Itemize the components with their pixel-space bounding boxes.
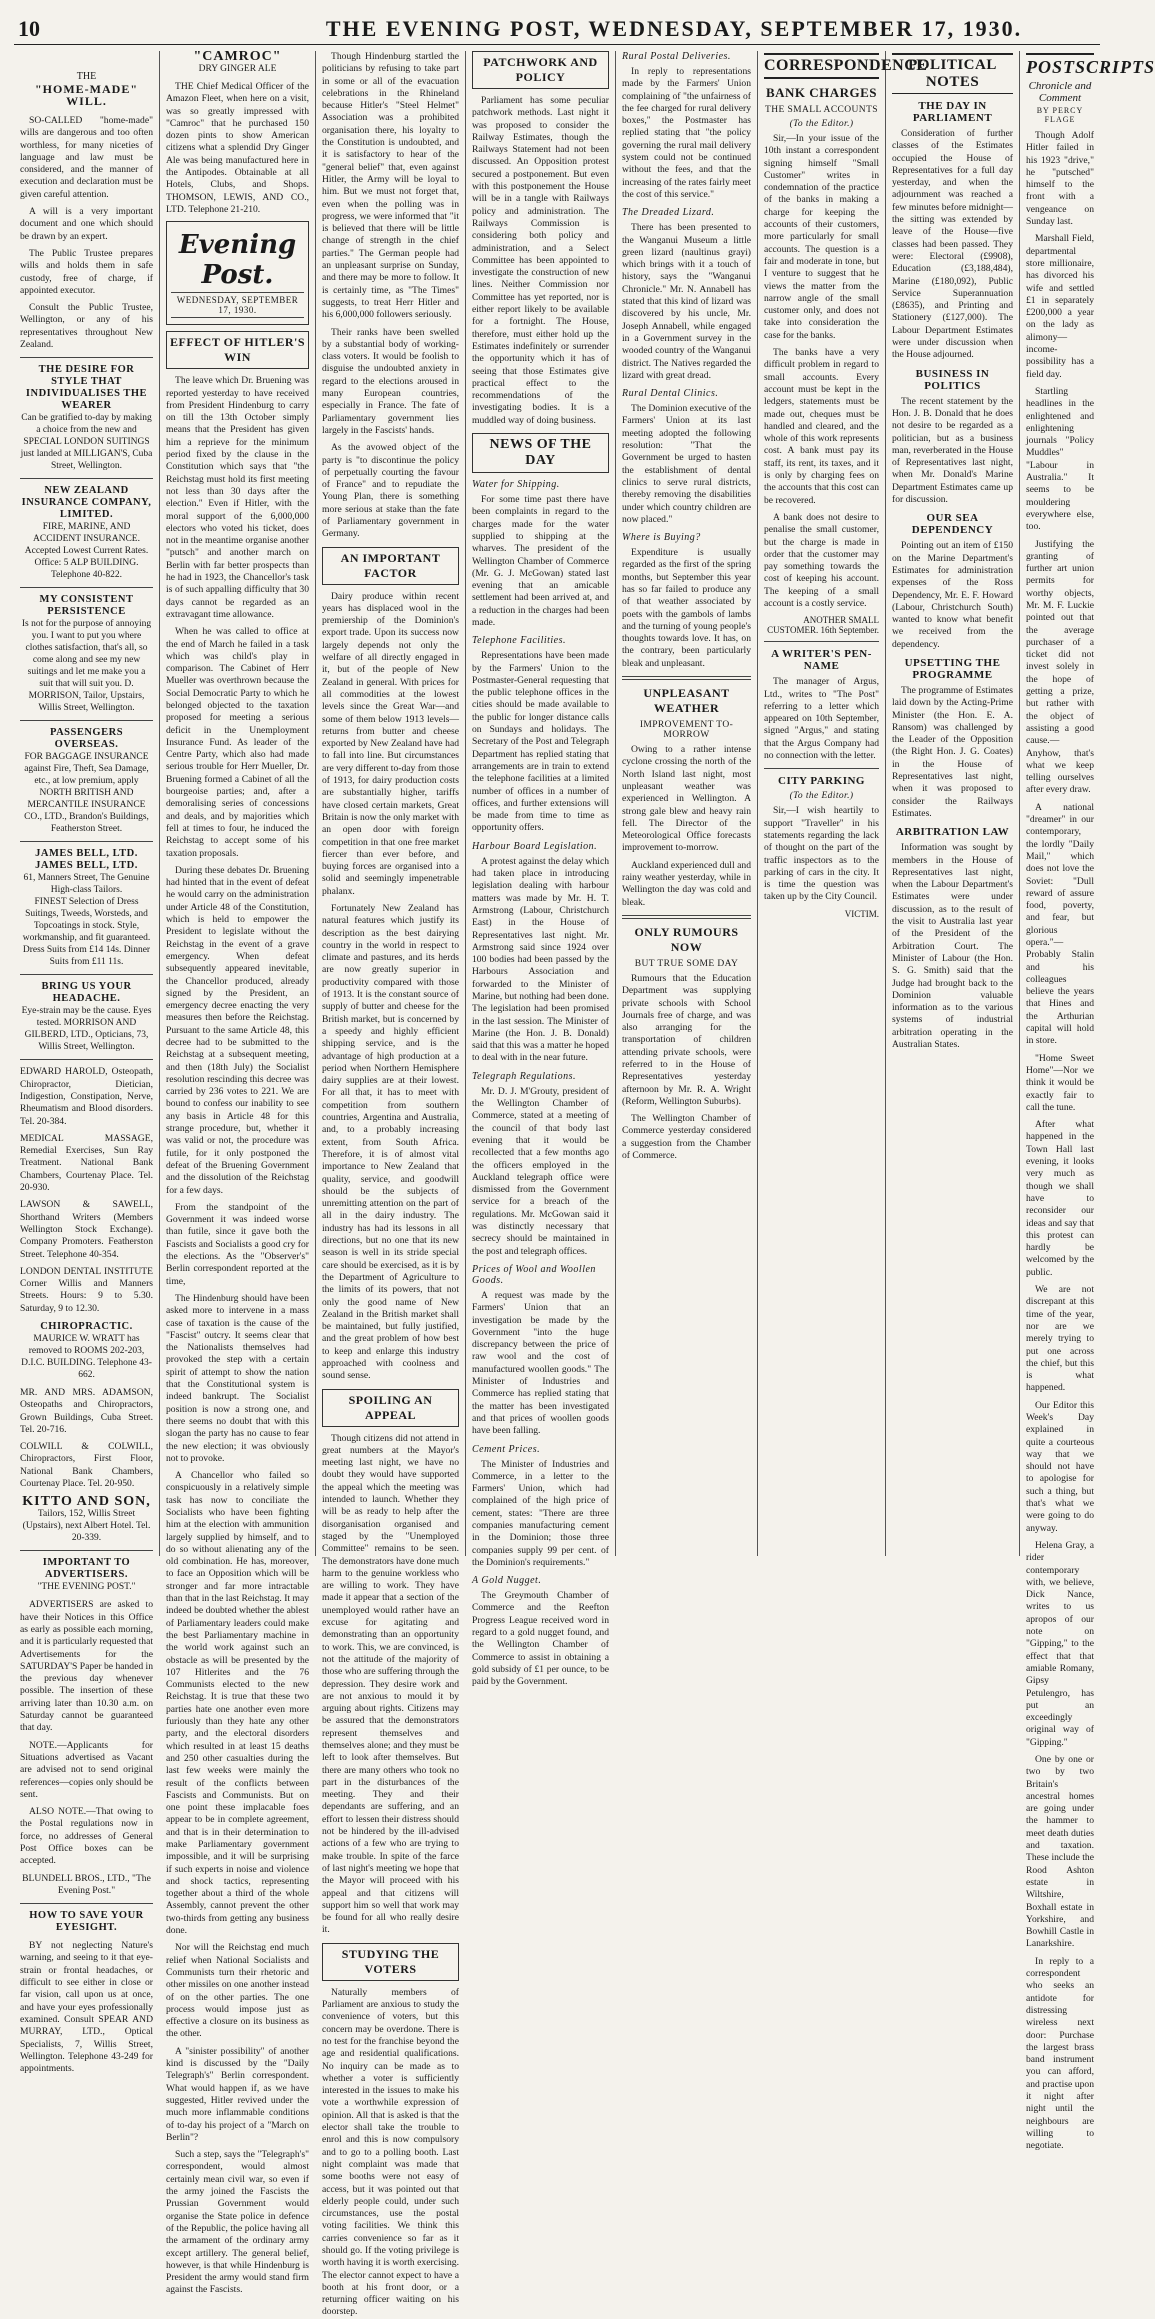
column-political-notes: [886, 51, 1020, 1556]
postscript-2: Marshall Field, departmental store millionaire, has divorced his wife and settled £1 in separately £200,000 a year on the lady as alimony—income-possibility has a field day.: [1026, 233, 1094, 380]
headline-important-factor: AN IMPORTANT FACTOR: [322, 547, 459, 585]
rumours-paragraph: Rumours that the Education Department was supplying private schools with School Journals free of charge, and was also arranging for the transportation of children attending private schools, were referred to in the House of Representatives yesterday afternoon by Mr. R. A. Wright (Reform, Wellington Suburbs).: [622, 972, 751, 1107]
eyesight-head: HOW TO SAVE YOUR EYESIGHT.: [29, 1910, 144, 1934]
column-editorial: [160, 49, 316, 2296]
headline-news-of-day: NEWS OF THE DAY: [472, 433, 609, 473]
tailor-ad-body: Is not for the purpose of annoying you. I want to put you where clothes satisfaction, that's all, so come along and see my new suitings and let me make you a suit that will suit you. D. MORRISON, Tailor, Upstairs, Willis Street, Wellington.: [21, 619, 152, 714]
headline-city-parking: CITY PARKING: [778, 775, 865, 788]
will-ad-text-3: The Public Trustee prepares wills and holds them in safe custody, free of charge, if appointed executor.: [20, 247, 153, 296]
page-number: 10: [18, 16, 40, 41]
kitto-body: Tailors, 152, Willis Street (Upstairs), next Albert Hotel. Tel. 20-339.: [22, 1509, 151, 1544]
pen-name-paragraph: The manager of Argus, Ltd., writes to "The Post" referring to a letter which appeared on 10th September, signed "Argus," and stating that the Argus Company had no connection with the letter.: [764, 676, 879, 762]
postscript-6: "Home Sweet Home"—Nor we think it would be exactly fair to call the tune.: [1026, 1052, 1094, 1113]
divider: [764, 641, 879, 642]
tailor-ad: [20, 594, 153, 714]
hitler-paragraph-11: Their ranks have been swelled by a substantial body of working-class voters. It would be foolish to disguise the undoubted anxiety in regard to the elections aroused in many European countries, especially in France. The fate of Parliamentary government lies largely in the Fascists' hands.: [322, 326, 459, 436]
column-news-2: [616, 51, 758, 1556]
milligans-ad-head: THE DESIRE FOR STYLE THAT INDIVIDUALISES THE WEARER: [25, 364, 148, 412]
headline-bank-charges: BANK CHARGES: [765, 85, 878, 100]
correspondence-title: CORRESPONDENCE: [764, 53, 879, 79]
news-sub-dental: Rural Dental Clinics.: [622, 388, 719, 400]
postscripts-byline: BY PERCY FLAGE: [1036, 106, 1084, 124]
postscript-12: In reply to a correspondent who seeks an antidote for distressing wireless next door: Purchase the largest brass band instrument you can afford, and practise upon it night after night until the neighbours are willing to negotiate.: [1026, 1955, 1094, 2152]
news-spring: Expenditure is usually regarded as the first of the spring months, but September this year has so far failed to produce any of that weather associated by poets with the gambols of lambs and the turning of young people's thoughts towards love. It has, on the contrary, been particularly bleak and unpleasant.: [622, 547, 751, 669]
business-paragraph: The recent statement by the Hon. J. B. Donald that he does not desire to be regarded as a politician, but as a business man, reverberated in the House of Representatives last night, when Mr. Donald's Marine Department Estimates came up for discussion.: [892, 395, 1013, 506]
divider: [20, 357, 153, 358]
advertisers-sub: "THE EVENING POST.": [37, 1582, 136, 1593]
divider: [20, 841, 153, 842]
news-harbour: A protest against the delay which had taken place in introducing legislation dealing with harbour matters was made by Mr. H. T. Armstrong (Labour, Christchurch East) in the House of Representatives last night. Mr. Armstrong said since 1924 over 100 bodies had been passed by the Harbours Association and forwarded to the Minister of Marine, but nothing had been done. The legislation had been promised in the last session. The Minister of Marine (the Hon. J. B. Donald) said that this was a matter he hoped to deal with in the near future.: [472, 855, 609, 1064]
postscript-9: Our Editor this Week's Day explained in quite a courteous way that we should not have to apologise for such a thing, but that's what we were going to do anyway.: [1026, 1399, 1094, 1534]
chiropractic-ad: [20, 1321, 153, 1381]
divider: [20, 478, 153, 479]
masthead: [14, 14, 1100, 45]
blundell-signature: BLUNDELL BROS., LTD., "The Evening Post.": [22, 1872, 151, 1896]
parking-letter: Sir,—I wish heartily to support "Traveller" in his statements regarding the lack of thought on the part of the traffic inspectors as to the parking of cars in the city. It is time the question was taken up by the City Council.: [764, 805, 879, 903]
divider: [20, 1550, 153, 1551]
bank-letter-2: The banks have a very difficult problem in regard to small accounts. Every account must be kept in the ledgers, statements must be made out, cheques must be handled and cleared, and the whole of this work represents cost. A bank must pay its staff, its rent, its taxes, and it is only by charging fees on the accounts that this cost can be recovered.: [764, 347, 879, 506]
divider: [622, 676, 751, 680]
colwill-ad: COLWILL & COLWILL, Chiropractors, First Floor, National Bank Chambers, Courtenay Place. Tel. 20-950.: [20, 1441, 153, 1490]
will-ad-text-4: Consult the Public Trustee, Wellington, or any of his representatives throughout New Zealand.: [20, 302, 153, 351]
column-postscripts: [1020, 51, 1155, 2152]
will-ad-title-small: THE: [76, 71, 97, 82]
kitto-ad: [20, 1496, 153, 1544]
political-notes-title: POLITICAL NOTES: [892, 53, 1013, 94]
headline-sea-dependency: OUR SEA DEPENDENCY: [911, 512, 994, 537]
news-sub-cement: Cement Prices.: [472, 1443, 541, 1455]
news-sub-rural-postal: Rural Postal Deliveries.: [622, 51, 731, 62]
camroc-sub: DRY GINGER ALE: [198, 64, 277, 74]
advertisers-head: IMPORTANT TO ADVERTISERS.: [42, 1557, 131, 1581]
parking-signature: VICTIM.: [844, 908, 879, 919]
column-editorial-2: [316, 51, 466, 2318]
hitler-paragraph-2: When he was called to office at the end of March he failed in a task which was child's play in comparison. The Cabinet of Herr Mueller was overthrown because the Social Democratic Party to which he belonged objected to the taxation proposed for meeting a serious deficit in the Unemployment Insurance Fund. As leader of the Centre Party, which also had made serious trouble for Herr Mueller, Dr. Bruening formed a Cabinet of all the bourgeoise parties; and, after a demoralising series of concessions and deals, and by majorities which fell at times to four, he induced the Reichstag to accept some of his taxation proposals.: [166, 626, 309, 859]
column-news: [466, 51, 616, 1688]
headline-hitler: EFFECT OF HITLER'S WIN: [166, 331, 309, 369]
news-gold: The Greymouth Chamber of Commerce and the Reefton Progress League received word in regard to a gold nugget found, and the Wellington Chamber of Commerce to assist in obtaining a gold subsidy of £1 per ounce, to be paid by the Government.: [472, 1590, 609, 1688]
patchwork-paragraph: Parliament has some peculiar patchwork methods. Last night it was proposed to consider the Railway Estimates, though the Railways Statement had not been discussed. An Opposition protest secured a postponement. But even with this postponement the House will be in a tangle with Railways policy and administration. The Railways Commission is considering both policy and administration, and a Select Committee has been appointed to investigate the construction of new lines. Neither Commission nor Committee has yet reported, nor is either report likely to be available for a fortnight. The House, therefore, must either hold up the Estimates indefinitely or surrender the opportunity which it has of seeing that those Estimates give practical effect to the recommendations of the investigating bodies. It is a muddled way of doing business.: [472, 95, 609, 426]
postscript-3: Startling headlines in the enlightened and enlightening journals "Policy Muddles" "Labour in Australia." It seems to be mouldering everywhere else, too.: [1026, 385, 1094, 533]
bank-letter-3: A bank does not desire to penalise the small customer, but the charge is made in order that the customer may pay something towards the cost of keeping his account. The keeping of a small account is a costly service.: [764, 511, 879, 609]
news-sub-spring: Where is Buying?: [622, 532, 701, 544]
chamber-paragraph: The Wellington Chamber of Commerce yesterday considered a suggestion from the Chamber of Commerce.: [622, 1113, 751, 1162]
column-correspondence: [758, 51, 928, 1556]
camroc-body: THE Chief Medical Officer of the Amazon Fleet, when here on a visit, was so greatly impressed with "Camroc" that he purchased 150 dozen pints to show American citizens what a splendid Dry Ginger Ale was being manufactured here in the Antipodes. Obtainable at all Hotels, Clubs, and Shops. THOMSON, LEWIS, AND CO., LTD. Telephone 21-210.: [166, 81, 309, 215]
james-bell-head-2: JAMES BELL, LTD.: [35, 860, 138, 872]
bank-letter-1: Sir,—In your issue of the 10th instant a correspondent signing himself "Small Customer" writes in condemnation of the practice of the banks in making a charge for keeping the accounts of their customers, more particularly for small accounts. The question is a fair and moderate in tone, but I venture to suggest that he views the matter from the narrow angle of the small customer only, and does not take into consideration the case for the banks.: [764, 133, 879, 341]
hitler-paragraph-6: A Chancellor who failed so conspicuously in a relatively simple task has now to conciliate the Socialists who have been fighting him at the election with ammunition largely supplied by himself, and to do so without alienating any of the old combination. He has, moreover, to face an Opposition which will be stronger and far more intractable than that in the last Reichstag. It may indeed be doubted whether the ablest of Parliamentary leaders could make the best Parliamentary machine in the world work against such an obstacle as will be presented by the 107 Hitlerites and the 76 Communists elected to the new Reichstag. It is true that these two parties hate one another even more furiously than they hate any other party, and the electoral disorders which resulted in at least 15 deaths and 250 other casualties during the last few weeks were mainly the result of the conflicts between Fascists and Communists. But on one point these implacable foes appear to be in complete agreement, and that is in their determination to make Parliamentary government impossible, and it will be surprising if such experts in noise and violence and shock tactics, representing together about a third of the whole Assembly, cannot prevent the other two-thirds from getting any business done.: [166, 1470, 309, 1937]
adamson-ad: MR. AND MRS. ADAMSON, Osteopaths and Chiropractors, Grown Buildings, Cuba Street. Tel. 20-716.: [20, 1386, 153, 1435]
hitler-paragraph-4: From the standpoint of the Government it was indeed worse than futile, since it gave both the Fascists and Socialists a good cry for the elections. As the "Observer's" Berlin correspondent reported at the time,: [166, 1201, 309, 1287]
hitler-paragraph-12: As the avowed object of the party is "to discontinue the policy of perpetually courting the favour of France" and to repudiate the Young Plan, there is something more serious at stake than the fate of Parliamentary government in Germany.: [322, 442, 459, 540]
chiropractic-head: CHIROPRACTIC.: [40, 1320, 133, 1332]
eyesight-ad: [20, 1910, 153, 1934]
masthead-title: THE EVENING POST, WEDNESDAY, SEPTEMBER 17, 1930.: [325, 16, 1023, 41]
dental-ad: LONDON DENTAL INSTITUTE Corner Willis and Manners Streets. Hours: 9 to 5.30. Saturday, 9 to 12.30.: [20, 1265, 153, 1314]
divider: [20, 974, 153, 975]
column-advertisements: [14, 51, 160, 2075]
james-bell-ad: [20, 848, 153, 968]
headline-weather: UNPLEASANT WEATHER: [643, 686, 730, 716]
postscript-10: Helena Gray, a rider contemporary with, we believe, Dick Nance, writes to us apropos of our note on "Gipping," to the effect that that amiable Romany, Gipsy Petulengro, has put an exceedingly original way of "Gipping.": [1026, 1539, 1094, 1748]
news-telephone: Representations have been made by the Farmers' Union to the Postmaster-General requesting that the public telephone offices in the cities should be made available to the public for longer distance calls on Sundays and holidays. The Secretary of the Post and Telegraph Department has replied stating that arrangements are in train to extend the telephone facilities at a limited number of offices in a number of offices, and further extensions will be made from time to time as opportunity offers.: [472, 650, 609, 834]
voters-paragraph: Naturally members of Parliament are anxious to study the convenience of voters, but this concern may be overdone. There is no test for the franchise beyond the age and residential qualifications. No inquiry can be made as to whether a voter is sufficiently interested in the issues to make his vote a worthwhile expression of opinion. All that is asked is that the elector shall take the trouble to enrol and this is now compulsory and to go to a polling booth. Last night complaint was made that some booths were not easy of access, but it was pointed out that elderly people could, under such circumstances, use the postal voting facilities. We think this carries convenience so far as it should go. If the voting privilege is worth having it is worth exercising. The elector cannot expect to have a booth at his front door, or a returning officer waiting on his doorstep.: [322, 1986, 459, 2318]
news-cement: The Minister of Industries and Commerce, in a letter to the Farmers' Union, which had complained of the high price of cement, states: "There are three companies manufacturing cement in the Dominion; those three companies supply 99 per cent. of the Dominion's requirements.": [472, 1458, 609, 1568]
insurance-ad-head: NEW ZEALAND INSURANCE COMPANY, LIMITED.: [21, 485, 152, 521]
hitler-paragraph-9: Such a step, says the "Telegraph's" correspondent, would almost certainly mean civil war, so even if the army joined the Fascists the Prussian Government would organise the State police in defence of the Republic, the police having all the armament of the ordinary army except artillery. The general belief, however, is that while Hindenburg is President the army would stand firm against the Fascists.: [166, 2149, 309, 2296]
postscript-8: We are not discrepant at this time of the year, nor are we merely trying to put one across the chief, but this is what happened.: [1026, 1284, 1094, 1394]
will-ad-title: "HOME-MADE" WILL.: [35, 82, 138, 108]
news-water: For some time past there have been complaints in regard to the charges made for the water supplied to shipping at the wharves. The president of the Wellington Chamber of Commerce (Mr. G. J. McGowan) stated last evening that an amicable settlement had been arrived at, and a reduction in the charges had been made.: [472, 494, 609, 628]
passengers-ad-body: FOR BAGGAGE INSURANCE against Fire, Theft, Sea Damage, etc., at low premium, apply NORTH BRITISH AND MERCANTILE INSURANCE CO., LTD., Brandon's Buildings, Featherston Street.: [24, 752, 149, 835]
headline-arbitration: ARBITRATION LAW: [895, 826, 1010, 839]
postscript-7: After what happened in the Town Hall last evening, it looks very much as though we shall have to reconsider our ideas and say that this protest can hardly be welcomed by the public.: [1026, 1119, 1094, 1278]
eyesight-body: BY not neglecting Nature's warning, and seeing to it that eye-strain or frontal headaches, or difficult to see either in close or far vision, call upon us at once, and have your eyes professionally examined. Consult SPEAR AND MURRAY, LTD., Optical Specialists, 7, Willis Street, Wellington. Telephone 43-249 for appointments.: [20, 1940, 153, 2075]
james-bell-address: 61, Manners Street, The Genuine High-class Tailors.: [23, 873, 150, 896]
milligans-ad: [20, 364, 153, 472]
paper-title: Evening Post.: [178, 230, 297, 291]
hitler-paragraph-10: Though Hindenburg startled the politicians by refusing to take part in some or all of the evacuation celebrations in the Rhineland because Hitler's "Steel Helmet" Association was a prohibited organisation there, his loyalty to the Constitution is undoubted, and it is satisfactory to hear of the "general belief" that, even against Hitler, the Army will be loyal to him. But we must not forget that, even when the polling was in progress, we were informed that "it is believed that there will be little change of strength in the chief parties." The German people had an unpleasant surprise on Sunday, and there may be more to follow. It is certainly time, as "The Times" suggests, to treat Herr Hitler and his 6,000,000 followers seriously.: [322, 51, 459, 321]
optician-ad-body: Eye-strain may be the cause. Eyes tested. MORRISON AND GILBERD, LTD., Opticians, 73, Willis Street, Wellington.: [21, 1006, 152, 1053]
headline-rumours: ONLY RUMOURS NOW: [634, 924, 739, 954]
factor-paragraph-2: Fortunately New Zealand has natural features which justify its description as the best dairying country in the world in respect to climate and pastures, and its herds are now greatly superior in productivity compared with those of 1913. It is the constant source of supply of butter and cheese for the British market, but is concerned by a speedy and highly efficient shipping service, and is the advantage of high production at a period when Northern Hemisphere dairy supplies are at their lowest. For all that, it has to meet with competition from southern countries, Argentina and Australia, and, to a probably increasing extent, from South Africa. Therefore, it is of almost vital importance to New Zealand that quality, service, and goodwill should be the subjects of unremitting attention on the part of all in the dairy industry. The industry has had its lessons in all directions, but no one that its new season is well in its stride special care should be exercised, as it is by the Department of Agriculture to the limits of its powers, that not only the good name of New Zealand in the British market shall be maintained, but fully justified, and the great problem of how best to keep and enlarge this industry approached with coolness and sound sense.: [322, 903, 459, 1382]
news-telegraph: Mr. D. J. M'Grouty, president of the Wellington Chamber of Commerce, stated at a meeting of the council of that body last evening that it would be recollected that a few months ago the officers employed in the Auckland telegraph office were dismissed from the Government service for a breach of the regulations. Mr. McGowan said it was distinctly necessary that secrecy should be maintained in the post and telegraph offices.: [472, 1085, 609, 1257]
public-trustee-ad: [20, 71, 153, 107]
appeal-paragraph: Though citizens did not attend in great numbers at the Mayor's meeting last night, we have no doubt they would have supported the appeal which the meeting was intended to launch. Whether they will be as ready to help after the disorganisation organised and staged by the "Unemployed Committee" remains to be seen. The demonstrators have done much harm to the genuine workless who are willing to work. They have made it appear that a section of the unemployed would rather have an excuse for agitating and demonstrating than an opportunity to work. This, we are convinced, is not the attitude of the majority of those who are suffering through the depression. They desire work and are not anxious to mould it by arguing about rights. Citizens may be assured that the demonstrators represent themselves and themselves alone; and they must be left to look after themselves. But there are many others who took no part in the disturbances of the meeting. They and their dependants are suffering, and an effort to lessen their distress should not be hindered by the ill-advised actions of a few who are trying to make trouble. In spite of the farce of last night's meeting we hope that the Mayor will proceed with his appeal and that citizens will support him so well that work may be found for all who really desire it.: [322, 1432, 459, 1936]
hitler-paragraph-5: The Hindenburg should have been asked more to intervene in a mass case of taxation is the cause of the "Fascist" outcry. It seems clear that the Nationalists themselves had provoked the step with a certain spirit of attempt to show the nation that the Constitutional system is indeed bankrupt. The Socialist position is now a strong one, and there seems no doubt that with this slogan the party has no cause to fear the new election; it was obviously not to provoke.: [166, 1292, 309, 1464]
headline-business-politics: BUSINESS IN POLITICS: [915, 367, 990, 392]
lawson-ad: LAWSON & SAWELL, Shorthand Writers (Members Wellington Stock Exchange). Company Promoters. Featherston Street. Telephone 40-354.: [20, 1199, 153, 1260]
postscripts-subtitle: Chronicle and Comment: [1028, 80, 1092, 104]
divider: [20, 587, 153, 588]
divider: [20, 1059, 153, 1060]
postscript-11: One by one or two by two Britain's ancestral homes are going under the hammer to meet death duties and taxation. These include the Rood Ashton estate in Wiltshire, Boxhall estate in Yorkshire, and Bowhill Castle in Lanarkshire.: [1026, 1754, 1094, 1950]
divider: [20, 1903, 153, 1904]
passengers-ad-head: PASSENGERS OVERSEAS.: [49, 727, 124, 751]
parliament-paragraph: Consideration of further classes of the Estimates occupied the House of Representatives for a full day yesterday, and when the adjournment was reached a few minutes before midnight—the sitting was extended by leave of the House—five classes had been passed. They were: Electoral (£9908), Education (£3,188,484), Marine (£180,092), Public Service Superannuation (£8635), and Printing and Stationery (£127,000). The Labour Department Estimates were under discussion when the House adjourned.: [892, 128, 1013, 361]
optician-ad: [20, 981, 153, 1053]
divider: [622, 915, 751, 919]
hitler-paragraph-8: A "sinister possibility" of another kind is discussed by the "Daily Telegraph's" Berlin correspondent. What would happen if, as we have suggested, Hitler revived under the much more inflammable conditions of to-day his project of a "March on Berlin"?: [166, 2045, 309, 2143]
postscript-4: Justifying the granting of further art union permits for worthy objects, Mr. M. F. Luckie pointed out that the average purchaser of a ticket did not invest solely in the hope of getting a prize, but rather with the object of assisting a good cause.—Anyhow, that's what we keep telling ourselves after every draw.: [1026, 538, 1094, 796]
programme-paragraph: The programme of Estimates laid down by the Acting-Prime Minister (the Hon. E. A. Ransom) was challenged by the Leader of the Opposition (the Right Hon. J. G. Coates) in the House of Representatives last night, when it was proposed to consider the Railways Estimates.: [892, 684, 1013, 819]
paper-nameplate: [166, 221, 309, 325]
hitler-paragraph-1: The leave which Dr. Bruening was reported yesterday to have received from President Hindenburg to carry on till the 13th October simply means that the President has given him a reprieve for the minimum period fixed by the clause in the Constitution which says that "the Reichstag must hold its first meeting not less than 30 days after the election." Even if Hitler, with the moral support of the 6,000,000 electors who voted his ticket, does not in the meantime organise another "putsch" and another march on Berlin with far better prospects than he had in 1923, the Chancellor's task is of such appalling difficulty that 30 days cannot be regarded as an extravagant time allowance.: [166, 375, 309, 620]
passengers-ad: [20, 727, 153, 835]
postscript-1: Though Adolf Hitler failed in his 1923 "drive," he "putsched" himself to the front with a vengeance on Sunday last.: [1026, 130, 1094, 228]
divider: [20, 720, 153, 721]
news-sub-telegraph: Telegraph Regulations.: [472, 1070, 576, 1082]
news-dental: The Dominion executive of the Farmers' Union at its last meeting adopted the following resolution: "That the Government be urged to hasten the establishment of dental clinics to serve rural districts, thereby removing the disabilities under which country children are now placed.": [622, 403, 751, 525]
headline-weather-sub: IMPROVEMENT TO-MORROW: [639, 720, 734, 741]
camroc-ad: [166, 51, 309, 75]
milligans-ad-body: Can be gratified to-day by making a choice from the new and SPECIAL LONDON SUITINGS just landed at MILLIGAN'S, Cuba Street, Wellington.: [20, 413, 153, 472]
insurance-ad-body: FIRE, MARINE, AND ACCIDENT INSURANCE. Accepted Lowest Current Rates. Office: 5 ALP BUILDING. Telephone 40-822.: [24, 522, 149, 581]
weather-paragraph-2: Auckland experienced dull and rainy weather yesterday, while in Wellington the day was cold and bleak.: [622, 859, 751, 908]
to-editor-2: (To the Editor.): [789, 791, 854, 802]
james-bell-head-1: JAMES BELL, LTD.: [35, 848, 138, 860]
kitto-head: KITTO AND SON,: [22, 1494, 151, 1510]
headline-spoiling-appeal: SPOILING AN APPEAL: [322, 1389, 459, 1427]
news-sub-water: Water for Shipping.: [472, 479, 560, 491]
factor-paragraph-1: Dairy produce within recent years has displaced wool in the premiership of the Dominion's export trade. Upon its success now largely depends not only the welfare of all directly engaged in it, but of the people of New Zealand in general. With prices for all commodities at the lowest levels since the Great War—and some of them below 1913 levels—returns from butter and cheese exported by New Zealand have had to fall into line. But circumstances are very different to-day from those of 1913, for dairy production costs are substantially higher, tariffs have closed certain markets, Great Britain is now the only market with an open door with foreign competition in that one free market fiercer than ever before, and buying forces are organised into a solid and seemingly impenetrable phalanx.: [322, 590, 460, 897]
headline-pen-name: A WRITER'S PEN-NAME: [771, 648, 872, 673]
hitler-paragraph-3: During these debates Dr. Bruening had hinted that in the event of defeat he would carry on the administration under Article 48 of the Constitution, which is held to empower the President to legislate without the Reichstag in the event of a grave emergency. When defeat subsequently appeared inevitable, the Chancellor produced, already signed by the President, an emergency decree enacting the very measures then before the Reichstag. Pursuant to the same Article 48, this decree had to be submitted to the Reichstag at a subsequent meeting, and then (18th July) the Socialist resolution rescinding this decree was carried by 236 votes to 221. We are bound to confess our inability to see any basis in Article 48 for this strange procedure, but, whether it was valid or not, the procedure was futile, for it only postponed the defeat of the Bruening Government and the dissolution of the Reichstag for a few days.: [166, 864, 309, 1196]
arbitration-paragraph: Information was sought by members in the House of Representatives last night, when the Labour Department's Estimates were under discussion, as to the result of the visit to Australia last year of the President of the Arbitration Court. The Minister of Labour (the Hon. S. G. Smith) said that the Judge had brought back to the Dominion valuable information as to the various systems of industrial arbitration operating in the Australian States.: [892, 842, 1013, 1050]
chiropractic-body: MAURICE W. WRATT has removed to ROOMS 202-203, D.I.C. BUILDING. Telephone 43-662.: [21, 1333, 152, 1380]
james-bell-body: FINEST Selection of Dress Suitings, Tweeds, Worsteds, and Topcoatings in stock. Style, workmanship, and fit guaranteed. Dress Suits from £14 14s. Dinner Suits from £11 11s.: [22, 897, 151, 968]
news-wool: A request was made by the Farmers' Union that an investigation be made by the Government "into the huge discrepancy between the price of raw wool and the cost of manufactured woollen goods." The Minister of Industries and Commerce has replied stating that the matter has been investigated and that prices of woollen goods have been falling.: [472, 1289, 609, 1437]
news-sub-wool: Prices of Wool and Woollen Goods.: [472, 1263, 596, 1286]
tailor-ad-head: MY CONSISTENT PERSISTENCE: [39, 594, 134, 618]
headline-patchwork: PATCHWORK AND POLICY: [472, 51, 609, 89]
headline-studying-voters: STUDYING THE VOTERS: [322, 1943, 459, 1981]
columns: [14, 49, 1155, 2318]
bank-letter-signature: ANOTHER SMALL CUSTOMER. 16th September.: [767, 615, 879, 636]
osteopath-ad: EDWARD HAROLD, Osteopath, Chiropractor, Dietician, Indigestion, Constipation, Nerve, Rheumatism and Blood disorders. Tel. 20-384.: [20, 1066, 153, 1127]
optician-ad-head: BRING US YOUR HEADACHE.: [41, 981, 132, 1005]
headline-day-in-parliament: THE DAY IN PARLIAMENT: [912, 100, 993, 124]
postscript-5: A national "dreamer" in our contemporary, the lordly "Daily Mail," which does not love the Soviet: "Dull reward of assure food, poverty, and fear, but glorious opera."—Probably Stalin and his colleagues believe the years that Hines and the Arthurian capital will hold in store.: [1026, 801, 1094, 1047]
news-sub-lizard: The Dreaded Lizard.: [622, 207, 715, 219]
insurance-ad: [20, 485, 153, 581]
advertisers-notice: [20, 1557, 153, 1593]
camroc-head: "CAMROC": [193, 49, 282, 64]
news-sub-harbour: Harbour Board Legislation.: [472, 840, 598, 852]
advertisers-also: ALSO NOTE.—That owing to the Postal regulations now in force, no addresses of General Post Office boxes can be accepted.: [20, 1806, 153, 1867]
advertisers-note: NOTE.—Applicants for Situations advertised as Vacant are advised not to send original references—copies only should be sent.: [20, 1739, 153, 1800]
news-rural-postal: In reply to representations made by the Farmers' Union complaining of "the unfairness of the fee charged for rural delivery boxes," the Postmaster has replied stating that "the policy governing the rural mail delivery system could not be continued without the fees, and that the increasing of the rates fairly meet the cost of this service.": [622, 66, 751, 200]
headline-rumours-sub: BUT TRUE SOME DAY: [634, 958, 739, 969]
news-sub-telephone: Telephone Facilities.: [472, 635, 567, 647]
headline-bank-sub: THE SMALL ACCOUNTS: [765, 105, 878, 115]
advertisers-body: ADVERTISERS are asked to have their Notices in this Office as early as possible each morning, and it is particularly requested that Advertisements for the SATURDAY'S Paper be handed in the previous day whenever possible. The insertion of these arriving later than 10.30 a.m. on Saturday cannot be guaranteed that day.: [20, 1599, 154, 1734]
headline-programme: UPSETTING THE PROGRAMME: [904, 656, 1001, 681]
divider: [764, 768, 879, 769]
postscripts-title: POSTSCRIPTS: [1026, 53, 1094, 78]
to-editor: (To the Editor.): [789, 119, 854, 129]
paper-date: WEDNESDAY, SEPTEMBER 17, 1930.: [171, 292, 304, 318]
will-ad-text-1: SO-CALLED "home-made" wills are dangerous and too often worthless, for many niceties of language and law must be considered, and the manner of execution and declaration must be given careful attention.: [20, 115, 153, 200]
will-ad-text-2: A will is a very important document and one which should be drawn by an expert.: [20, 206, 153, 242]
sea-paragraph: Pointing out an item of £150 on the Marine Department's Estimates for administration expenses of the Ross Dependency, Mr. E. F. Howard (Labour, Christchurch South) wanted to know what benefit we received from the dependency.: [892, 540, 1013, 650]
weather-paragraph-1: Owing to a rather intense cyclone crossing the north of the North Island last night, most unpleasant weather was experienced in Wellington. A strong gale blew and heavy rain fell. The Director of the Meteorological Office forecasts improvement to-morrow.: [622, 744, 751, 854]
news-sub-gold: A Gold Nugget.: [472, 1575, 542, 1587]
massage-ad: MEDICAL MASSAGE, Remedial Exercises, Sun Ray Treatment. National Bank Chambers, Courtenay Place. Tel. 20-930.: [20, 1132, 153, 1194]
hitler-paragraph-7: Nor will the Reichstag end much relief when National Socialists and Communists turn their rhetoric and other missiles on one another instead of on the other parties. The one process would impose just as effective a closure on its business as the other.: [166, 1942, 309, 2040]
news-lizard: There has been presented to the Wanganui Museum a little green lizard (naultinus grayi) which brings with it a touch of history, says the "Wanganui Chronicle." Mr. N. Annabell has stated that this kind of lizard was discovered by his uncle, Mr. Joseph Annabell, while engaged in a Government survey in the wooded country of the Wanganui district. The Natives regarded the lizard with great dread.: [622, 222, 751, 381]
